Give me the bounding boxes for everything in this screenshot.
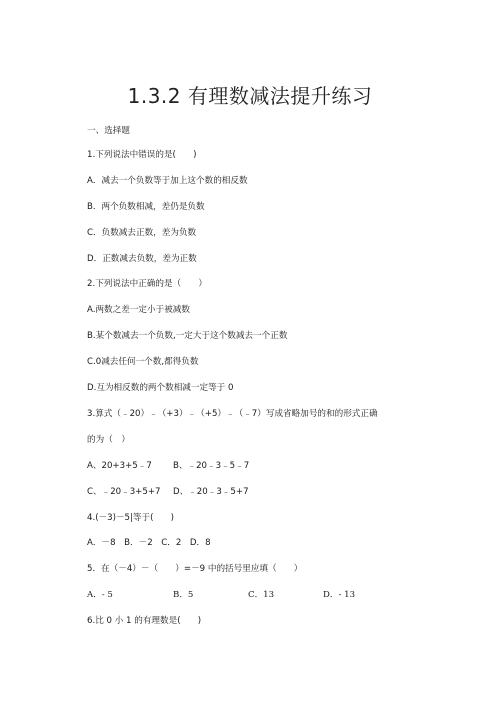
question-1-option-b: B．两个负数相减，差仍是负数 <box>87 202 205 212</box>
question-2-option-c: C.0减去任何一个数,都得负数 <box>87 357 199 367</box>
page-title: 1.3.2 有理数减法提升练习 <box>127 84 373 108</box>
question-4-stem: 4.(－3)－5|等于( ) <box>87 513 175 523</box>
question-5-option-d: D．- 13 <box>323 590 356 600</box>
question-5-option-b: B．5 <box>173 590 194 600</box>
section-heading: 一、选择题 <box>87 126 130 136</box>
question-5-stem: 5．在（－4）－（ ）=－9 中的括号里应填（ ） <box>87 564 303 574</box>
question-1-stem: 1.下列说法中错误的是( ) <box>87 150 197 160</box>
question-1-option-c: C．负数减去正数，差为负数 <box>87 228 197 238</box>
question-6-stem: 6.比 0 小 1 的有理数是( ) <box>87 616 202 626</box>
question-3-stem-line2: 的为（ ） <box>87 435 130 445</box>
question-2-option-d: D.互为相反数的两个数相减一定等于 0 <box>87 383 234 393</box>
question-3-option-a: A、20+3+5﹣7 <box>87 461 152 471</box>
question-5-option-a: A．- 5 <box>87 590 113 600</box>
question-2-option-a: A.两数之差一定小于被减数 <box>87 305 190 315</box>
question-5-option-c: C．13 <box>248 590 275 600</box>
question-2-stem: 2.下列说法中正确的是（ ） <box>87 279 207 289</box>
question-3-option-d: D、﹣20﹣3﹣5+7 <box>173 487 249 497</box>
question-4-options: A．－8 B．－2 C．2 D．8 <box>87 538 211 548</box>
question-2-option-b: B.某个数减去一个负数,一定大于这个数减去一个正数 <box>87 331 288 341</box>
question-1-option-a: A．减去一个负数等于加上这个数的相反数 <box>87 176 248 186</box>
question-3-option-c: C、﹣20﹣3+5+7 <box>87 487 161 497</box>
question-3-option-b: B、﹣20﹣3﹣5﹣7 <box>173 461 250 471</box>
question-1-option-d: D．正数减去负数，差为正数 <box>87 254 197 264</box>
question-3-stem-line1: 3.算式（﹣20）﹣（+3）﹣（+5）﹣（﹣7）写成省略加号的和的形式正确 <box>87 409 378 419</box>
